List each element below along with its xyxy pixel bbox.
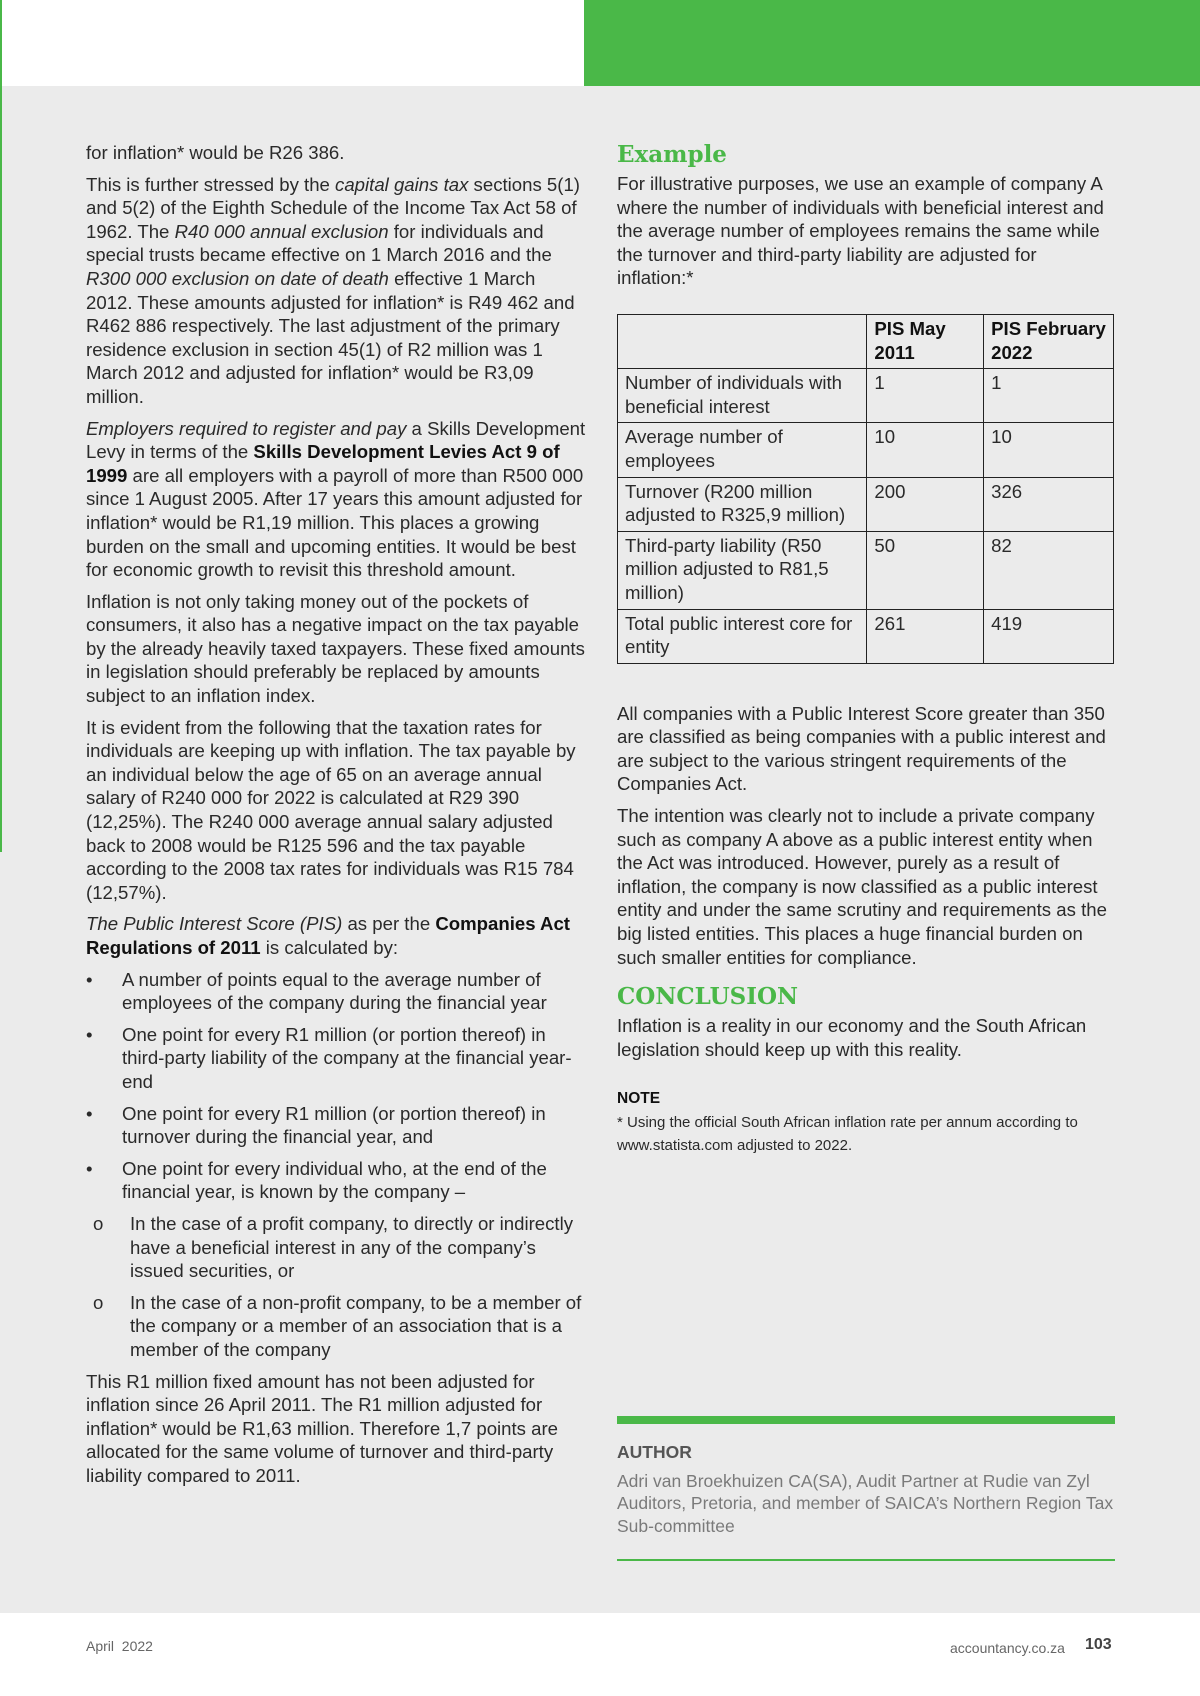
table-cell: 10 [984,423,1114,477]
author-top-bar [617,1416,1115,1424]
author-bottom-rule [617,1559,1115,1561]
sub-list-item: o In the case of a profit company, to directly or indirectly have a beneficial interest in any of the company’s issued securities, or [86,1212,586,1283]
table-cell: 1 [984,369,1114,423]
paragraph: This R1 million fixed amount has not been adjusted for inflation since 26 April 2011. The R1 million adjusted for inflation* would be R1,63 million. Therefore 1,7 points are allocated for the same volume of turnover and third-party liability compared to 2011. [86,1370,559,1486]
left-column [86,141,586,1495]
table-cell: Turnover (R200 million adjusted to R325,9 million) [618,477,867,531]
note-heading: NOTE [617,1090,661,1108]
author-bio: Adri van Broekhuizen CA(SA), Audit Partner at Rudie van Zyl Auditors, Pretoria, and member of SAICA’s Northern Region Tax Sub-committee [617,1471,1114,1536]
table-cell: 326 [984,477,1114,531]
table-cell: 419 [984,609,1114,663]
table-row [618,477,1114,531]
table-row [618,531,1114,609]
list-item: • One point for every individual who, at the end of the financial year, is known by the company – o In the case of a profit company, to directly or indirectly have a beneficial interest in any of the company’s issued securities, or o In the case of a non-profit company, to be a member of the company or a member of an association that is a member of the company [86,1157,586,1362]
header-green-block [584,0,1200,86]
note-text: * Using the official South African inflation rate per annum according to www.statista.com adjusted to 2022. [617,1114,1078,1154]
table-cell: Third-party liability (R50 million adjusted to R81,5 million) [618,531,867,609]
footer-website-link[interactable]: accountancy.co.za [950,1640,1065,1656]
table-cell: Total public interest core for entity [618,609,867,663]
table-cell: Average number of employees [618,423,867,477]
table-cell: 261 [867,609,984,663]
table-cell: 1 [867,369,984,423]
header-white-block [0,0,584,86]
table-cell: 10 [867,423,984,477]
table-header-cell [618,314,867,368]
list-item: • A number of points equal to the average number of employees of the company during the financial year [86,968,586,1015]
table-header-row [618,314,1114,368]
paragraph: All companies with a Public Interest Score greater than 350 are classified as being companies with a public interest and are subject to the various stringent requirements of the Companies Act. [617,702,1106,795]
paragraph: for inflation* would be R26 386. [86,142,345,163]
left-green-rule [0,0,2,852]
table-header-cell: PIS May 2011 [867,314,984,368]
paragraph: This is further stressed by the capital gains tax sections 5(1) and 5(2) of the Eighth Schedule of the Income Tax Act 58 of 1962. The R40 000 annual exclusion for individuals and special trusts became effective on 1 March 2016 and the R300 000 exclusion on date of death effective 1 March 2012. These amounts adjusted for inflation* is R49 462 and R462 886 respectively. The last adjustment of the primary residence exclusion in section 45(1) of R2 million was 1 March 2012 and adjusted for inflation* would be R3,09 million. [86,173,580,407]
pis-criteria-list [86,968,586,1362]
paragraph: It is evident from the following that the taxation rates for individuals are keeping up with inflation. The tax payable by an individual below the age of 65 on an average annual salary of R240 000 for 2022 is calculated at R29 390 (12,25%). The R240 000 average annual salary adjusted back to 2008 would be R125 596 and the tax payable according to the 2008 tax rates for individuals was R15 784 (12,57%). [86,716,576,903]
footer-date: April 2022 [86,1638,153,1654]
paragraph: Inflation is not only taking money out of the pockets of consumers, it also has a negative impact on the tax payable by the already heavily taxed taxpayers. These fixed amounts in legislation should preferably be replaced by amounts subject to an inflation index. [86,590,585,707]
table-row [618,609,1114,663]
paragraph: Inflation is a reality in our economy and the South African legislation should keep up with this reality. [617,1015,1087,1060]
table-cell: 50 [867,531,984,609]
table-row [618,423,1114,477]
pis-table [617,314,1114,664]
author-heading: AUTHOR [617,1442,692,1462]
sub-list [86,1212,586,1362]
table-cell: Number of individuals with beneficial interest [618,369,867,423]
paragraph: Employers required to register and pay a Skills Development Levy in terms of the Skills Development Levies Act 9 of 1999 are all employers with a payroll of more than R500 000 since 1 August 2005. After 17 years this amount adjusted for inflation* would be R1,19 million. This places a growing burden on the small and upcoming entities. It would be best for economic growth to revisit this threshold amount. [86,417,586,581]
list-item: • One point for every R1 million (or portion thereof) in third-party liability of the company at the financial year-end [86,1023,586,1094]
conclusion-heading: CONCLUSION [617,983,799,1011]
table-cell: 200 [867,477,984,531]
page-number: 103 [1085,1636,1112,1653]
paragraph: For illustrative purposes, we use an example of company A where the number of individuals with beneficial interest and the average number of employees remains the same while the turnover and third-party liability are adjusted for inflation:* [617,173,1104,289]
list-item: • One point for every R1 million (or portion thereof) in turnover during the financial year, and [86,1102,586,1149]
table-cell: 82 [984,531,1114,609]
example-heading: Example [617,141,727,168]
table-header-cell: PIS February 2022 [984,314,1114,368]
paragraph: The Public Interest Score (PIS) as per the Companies Act Regulations of 2011 is calculated by: [86,913,570,958]
right-column [617,141,1115,1157]
sub-list-item: o In the case of a non-profit company, to be a member of the company or a member of an association that is a member of the company [86,1291,586,1362]
table-row [618,369,1114,423]
paragraph: The intention was clearly not to include a private company such as company A above as a public interest entity when the Act was introduced. However, purely as a result of inflation, the company is now classified as a public interest entity and under the same scrutiny and requirements as the big listed entities. This places a huge financial burden on such smaller entities for compliance. [617,805,1107,968]
